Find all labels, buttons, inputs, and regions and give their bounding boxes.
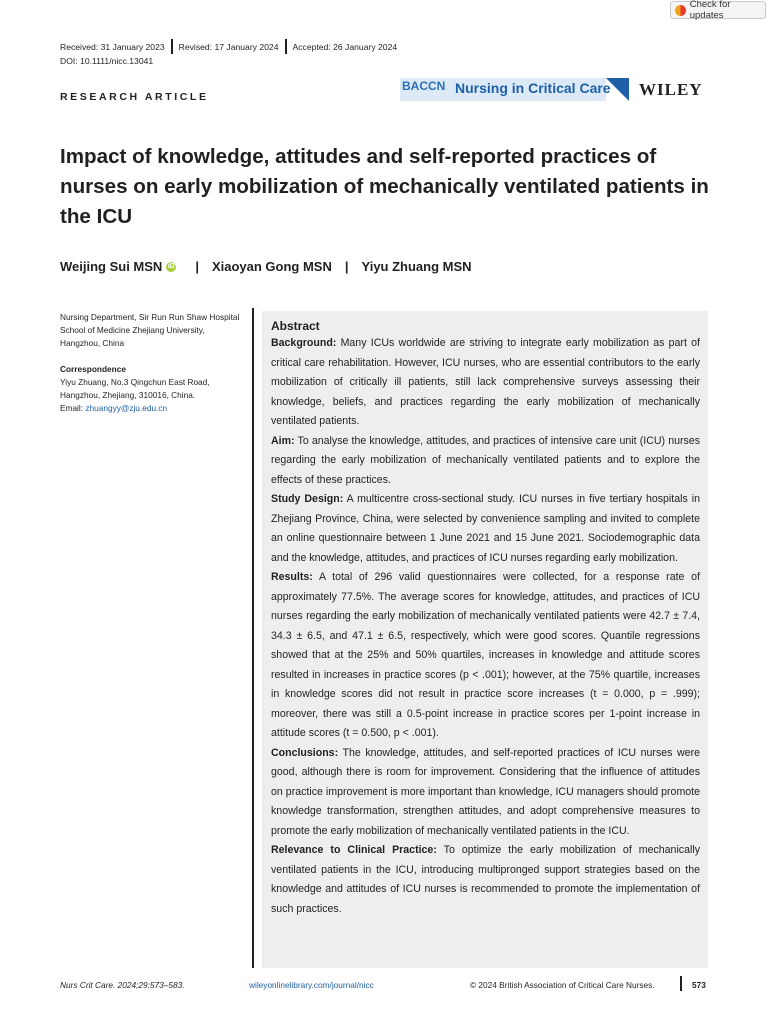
author-name[interactable]: Yiyu Zhuang MSN — [361, 259, 472, 274]
abstract-section — [271, 334, 700, 432]
section-label: Conclusions: — [271, 746, 339, 759]
abstract-section — [271, 432, 700, 491]
affiliation: Nursing Department, Sir Run Run Shaw Hospital School of Medicine Zhejiang University, Hangzhou, China — [60, 312, 240, 348]
page-number: 573 — [692, 980, 706, 990]
doi[interactable]: DOI: 10.1111/nicc.13041 — [60, 56, 154, 66]
journal-name[interactable]: Nursing in Critical Care — [455, 80, 611, 96]
article-title: Impact of knowledge, attitudes and self-reported practices of nurses on early mobilization of mechanically ventilated patients in the ICU — [60, 145, 709, 228]
author-name[interactable]: Xiaoyan Gong MSN — [211, 259, 332, 274]
footer-journal-url[interactable]: wileyonlinelibrary.com/journal/nicc — [249, 980, 374, 990]
abstract-section — [271, 490, 700, 568]
abstract-heading: Abstract — [271, 319, 320, 333]
accepted-date: Accepted: 26 January 2024 — [292, 41, 398, 52]
email-link[interactable]: zhuangyy@zju.edu.cn — [85, 403, 168, 413]
section-label: Relevance to Clinical Practice: — [271, 844, 437, 856]
section-label: Aim: — [271, 434, 295, 447]
article-type: RESEARCH ARTICLE — [60, 91, 209, 103]
column-divider — [252, 308, 254, 968]
correspondence-label: Correspondence — [60, 364, 126, 374]
correspondence — [60, 363, 240, 415]
dates-line — [60, 39, 397, 54]
wiley-logo[interactable]: WILEY — [639, 80, 703, 99]
abstract — [271, 318, 700, 919]
section-text: To analyse the knowledge, attitudes, and practices of intensive care unit (ICU) nurses regarding the early mobilization of mechanically ventilated patients and to explore the effects of these practices. — [271, 434, 700, 486]
section-text: Many ICUs worldwide are striving to integrate early mobilization as part of critical care rehabilitation. However, ICU nurses, who are essential contributors to the early mobilization of critically ill patients, still lack comprehensive surveys assessing their knowledge, beliefs, and practices regarding the early mobilization of mechanically ventilated patients. — [271, 337, 700, 427]
received-date: Received: 31 January 2023 — [60, 41, 165, 52]
author-separator: | — [344, 259, 349, 274]
section-text: A total of 296 valid questionnaires were collected, for a response rate of approximately 77.5%. The average scores for knowledge, attitudes, and practices of ICU nurses regarding the early mobilization of mechanically ventilated patients were 42.7 ± 7.4, 34.3 ± 6.5, and 47.1 ± 6.5, respectively, which were good scores. Quantile regressions showed that at the 25% and 50% quartiles, increases in knowledge and attitude scores resulted in increases in practice scores (p < .001); however, at the 75% quartile, increases in knowledge scores did not result in practice score increases (t = 0.000, p = .999); moreover, there was still a 0.5-point increase in practice scores per 1-point increase in attitude scores (t = 0.500, p < .001). — [271, 571, 700, 739]
author-name[interactable]: Weijing Sui MSN — [60, 259, 163, 274]
section-text: A multicentre cross-sectional study. ICU nurses in five tertiary hospitals in Zhejiang Province, China, were selected by convenience sampling and invited to complete an online questionnaire between 1 June 2021 and 15 June 2021. Sociodemographic data and the knowledge, attitudes, and practices of ICU nurses regarding early mobilization. — [271, 493, 700, 564]
date-divider — [285, 39, 287, 54]
author-separator: | — [195, 259, 199, 274]
abstract-section — [271, 568, 700, 744]
date-divider — [171, 39, 173, 54]
footer-divider — [680, 976, 682, 991]
author-list — [60, 259, 472, 274]
footer-citation: Nurs Crit Care. 2024;29:573–583. — [60, 980, 185, 990]
check-for-updates-button[interactable] — [670, 1, 766, 19]
section-label: Results: — [271, 571, 313, 583]
baccn-logo: BACCN — [402, 79, 446, 93]
email-label: Email: — [60, 403, 86, 413]
abstract-section — [271, 744, 700, 842]
footer-copyright: © 2024 British Association of Critical Care Nurses. — [470, 980, 655, 990]
abstract-section — [271, 841, 700, 919]
section-text: To optimize the early mobilization of mechanically ventilated patients in the ICU, introducing multipronged support strategies based on the knowledge and attitudes of ICU nurses is recommended to promote the implementation of such practices. — [271, 844, 700, 915]
revised-date: Revised: 17 January 2024 — [178, 41, 279, 52]
check-for-updates-label: Check for updates — [689, 0, 731, 21]
section-label: Study Design: — [271, 493, 344, 505]
correspondence-address: Yiyu Zhuang, No.3 Qingchun East Road, Hangzhou, Zhejiang, 310016, China. — [60, 377, 210, 400]
section-text: The knowledge, attitudes, and self-reported practices of ICU nurses were good, although there is room for improvement. Considering that the influence of attitudes on practice improvement is more important than knowledge, ICU managers should promote knowledge transformation, strengthen attitudes, and adopt comprehensive measures to promote the early mobilization of mechanically ventilated patients in the ICU. — [271, 746, 700, 837]
section-label: Background: — [271, 337, 337, 349]
crossmark-icon — [675, 5, 686, 16]
orcid-icon[interactable]: iD — [167, 262, 175, 270]
